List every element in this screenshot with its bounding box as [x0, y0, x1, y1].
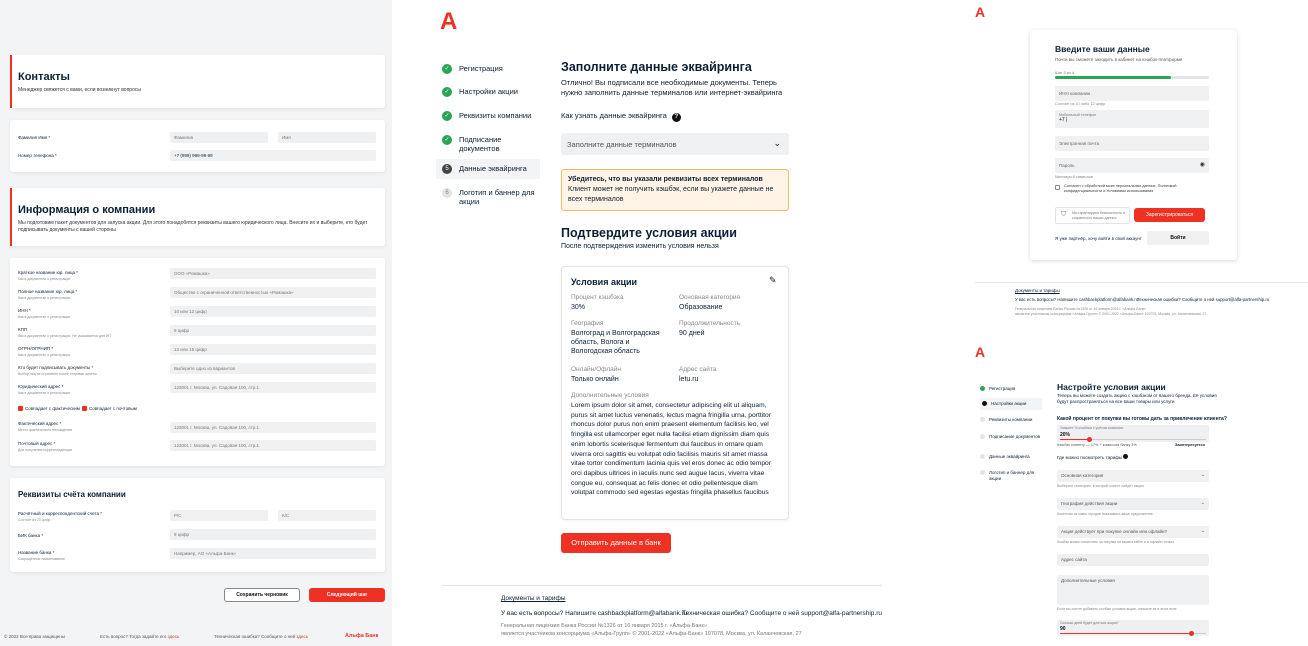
step-number	[980, 454, 985, 459]
fact-address-label: Фактический адрес *	[18, 421, 62, 426]
step-label: Настройки акции	[991, 401, 1027, 406]
geography-hint: Клиентам из каких городов показывать ваше предложение	[1057, 512, 1153, 516]
check-icon: ✓	[442, 64, 452, 74]
check-icon	[980, 386, 985, 391]
password-input[interactable]: Пароль ◉	[1055, 158, 1209, 173]
field-hint: Как в документах о регистрации	[18, 353, 71, 357]
field-input[interactable]: 9 цифр	[170, 325, 376, 336]
site-cell: Адрес сайта letu.ru	[679, 366, 717, 383]
progress-track	[1055, 76, 1209, 79]
cashback-slider-field[interactable]: Укажите % кэшбэка с учётом комиссии 20%	[1057, 425, 1209, 442]
tech-error-text: Техническая ошибка? Сообщите о ней support@alfa-partnership.ru	[682, 610, 882, 617]
have-account-text: Я уже партнёр, хочу войти в свой аккаунт	[1055, 236, 1142, 241]
post-address-input[interactable]: 123001 г. Москва, ул. Садовая 100, стр.1	[170, 440, 376, 451]
field-hint: Как в документах о регистрации. Не указывается для ИП	[18, 334, 111, 338]
help-icon[interactable]	[1123, 454, 1128, 459]
consent-text: Согласен с обработкой моих персональных данных, Политикой конфиденциальности и Условиями использования	[1064, 184, 1177, 193]
acquiring-title: Заполните данные эквайринга	[561, 60, 752, 74]
chevron-down-icon: ⌄	[1200, 500, 1205, 506]
progress-label: Шаг 3 из 4	[1055, 70, 1075, 75]
firstname-input[interactable]: Имя	[278, 132, 376, 143]
extra-conditions-cell: Дополнительные условия Lorem ipsum dolor sit amet, consectetur adipiscing elit ut aliquam, purus sit amet luctus venenatis, lectus magna fringilla urna, porttitor rhoncus dolor purus non enim praesent elementum facilisis leo, vel fringilla est ullamcorper eget nulla facilisi etiam dignissim diam quis enim lobortis scelerisque fermentum dui faucibus in ornare quam viverra orci sagittis eu volutpat odio facilisis mauris sit amet massa vitae tortor condimentum lacinia quis vel eros donec ac odio tempor orci dapibus ultrices in iaculis nunc sed augue lacus, viverra vitae congue eu, consequat ac felis donec et odio pellentesque diam volutpat commodo sed egestas egestas fringilla phasellus faucibus	[571, 392, 771, 497]
signup-card	[1030, 30, 1237, 260]
step-label: Логотип и баннер для акции	[459, 188, 535, 206]
fio-label: Фамилия Имя *	[18, 135, 51, 140]
field-input[interactable]: 123001 г. Москва, ул. Садовая 100, стр.1	[170, 382, 376, 393]
check-icon: ✓	[442, 87, 452, 97]
promo-settings-panel	[975, 340, 1308, 646]
step-item[interactable]	[980, 454, 1045, 460]
field-input[interactable]: Выберите одно из вариантов	[170, 363, 376, 374]
step-number	[980, 470, 985, 475]
warning-banner	[561, 169, 789, 211]
contacts-fields-card	[10, 120, 385, 172]
signup-panel	[975, 0, 1308, 340]
error-link[interactable]: здесь	[296, 634, 309, 639]
field-label: Полное название юр. лица *	[18, 289, 78, 294]
error-text: Техническая ошибка? Сообщите о ней здесь	[214, 634, 309, 639]
bank-name-input[interactable]: Например, АО «Альфа-Банк»	[170, 548, 376, 559]
signup-title: Введите ваши данные	[1055, 44, 1150, 54]
company-subtitle: Мы подготовим пакет документов для запуска акции. Для этого понадобятся реквизиты вашего юридического лица. Внесите их и выберите, кто будет подписывать документы с вашей стороны	[18, 220, 368, 233]
license-line-1: Генеральная лицензия Банка России №1326 от 16 января 2015 г. «Альфа-Банк»	[1015, 307, 1147, 311]
step-number: 6	[442, 188, 452, 198]
bank-title: Реквизиты счёта компании	[18, 490, 126, 499]
acquiring-intro: Отлично! Вы подписали все необходимые документы. Теперь нужно заполнить данные терминалов или интернет-эквайринга	[561, 78, 783, 97]
inn-hint: Состоит из 10 либо 12 цифр	[1055, 102, 1106, 106]
license-line-1: Генеральная лицензия Банка России №1326 от 16 января 2015 г. «Альфа-Банк»	[501, 623, 707, 629]
shield-icon: ⛉	[1061, 211, 1067, 218]
step-item[interactable]	[980, 398, 1042, 410]
step-label: Данные эквайринга	[989, 454, 1030, 459]
help-icon[interactable]: ?	[672, 113, 681, 122]
step-label: Реквизиты компании	[989, 417, 1033, 422]
save-draft-button[interactable]: Сохранить черновик	[224, 588, 300, 602]
field-label: Юридический адрес *	[18, 384, 64, 389]
field-label: КПП	[18, 327, 28, 332]
field-hint: Выбор лиц не ограничен после отправки анкеты	[18, 372, 97, 376]
footer-divider	[442, 585, 882, 586]
step-item[interactable]	[980, 386, 1045, 392]
lastname-input[interactable]: Фамилия	[170, 132, 268, 143]
steps-sidebar	[438, 50, 542, 214]
field-label: ИНН *	[18, 308, 31, 313]
category-cell: Основная категория Образование	[679, 294, 741, 311]
step-item[interactable]	[442, 64, 544, 74]
docs-link[interactable]: Документы и тарифы	[1015, 288, 1060, 293]
bik-input[interactable]: 9 цифр	[170, 529, 376, 540]
chevron-down-icon: ⌄	[773, 138, 781, 148]
conditions-card	[561, 266, 789, 520]
field-input[interactable]: ООО «Ромашка»	[170, 268, 376, 279]
days-slider-field[interactable]: Сколько дней будет длиться акция? 90	[1057, 620, 1209, 636]
mobile-input[interactable]: Мобильный телефон +7 |	[1055, 110, 1209, 128]
duration-cell: Продолжительность 90 дней	[679, 320, 741, 337]
contacts-header-card	[10, 55, 385, 108]
company-fields-card	[10, 258, 385, 466]
rs-input[interactable]: Р/С	[170, 510, 268, 521]
footer-divider	[975, 282, 1308, 283]
step-item[interactable]	[442, 188, 544, 206]
bank-name-hint: Сокращённое наименование	[18, 557, 66, 561]
docs-link[interactable]: Документы и тарифы	[501, 595, 566, 602]
secure-badge: ⛉ Мы гарантируем безопасность и сохранность ваших данных	[1055, 207, 1130, 224]
step-item[interactable]	[980, 470, 1045, 481]
check-icon: ✓	[442, 135, 452, 145]
company-header-card	[10, 188, 385, 246]
phone-input[interactable]: +7 (999) 999-99-99	[170, 150, 376, 161]
conditions-title: Условия акции	[571, 277, 638, 287]
same-as-postal-checkbox[interactable]: Совпадает с почтовым	[82, 406, 137, 411]
field-input[interactable]: Общество с ограниченной ответственностью «Ромашка»	[170, 287, 376, 298]
same-as-actual-checkbox[interactable]: Совпадает с фактическим	[18, 406, 80, 411]
step-label: Регистрация	[989, 386, 1016, 391]
step-item[interactable]	[442, 87, 544, 97]
bik-label: БИК банка *	[18, 533, 44, 538]
field-input[interactable]: 13 или 15 цифр	[170, 344, 376, 355]
step-label: Логотип и баннер для акции	[989, 470, 1035, 481]
online-hint: Кэшбэк можно начислять за покупки на вашем сайте и в офлайн-точках	[1057, 540, 1175, 544]
copyright: © 2022 Все права защищены	[4, 634, 66, 639]
step-item[interactable]	[980, 434, 1045, 440]
steps-sidebar	[975, 382, 1050, 532]
field-label: Краткое название юр. лица *	[18, 270, 79, 275]
account-hint: Состоит из 20 цифр	[18, 518, 51, 522]
brand-logo: Альфа Банк	[345, 633, 379, 639]
register-button[interactable]: Зарегистрироваться	[1134, 208, 1205, 222]
company-title: Информация о компании	[18, 204, 156, 216]
fact-address-input[interactable]: 123001 г. Москва, ул. Садовая 100, стр.1	[170, 422, 376, 433]
account-label: Расчётный и корреспондентский счета *	[18, 511, 102, 516]
confirm-subtitle: После подтверждения изменить условия нельзя	[561, 243, 719, 250]
online-cell: Онлайн/Офлайн Только онлайн	[571, 366, 621, 383]
site-input[interactable]: Адрес сайта	[1057, 554, 1209, 566]
step-number	[980, 417, 985, 422]
ks-input[interactable]: К/С	[278, 510, 376, 521]
fee-text: Кэшбэк клиенту — 17% + комиссия банку 3%	[1057, 443, 1137, 447]
geography-select[interactable]: География действия акции ⌄	[1057, 498, 1209, 510]
warning-text: Клиент может не получить кэшбэк, если вы укажете данные не всех терминалов	[568, 186, 774, 203]
step-item[interactable]	[442, 135, 544, 153]
questions-text: У вас есть вопросы? Напишите cashbackplatform@alfabank.ru	[1015, 297, 1139, 302]
step-item[interactable]	[980, 417, 1045, 423]
progress-fill	[1055, 76, 1171, 79]
contacts-title: Контакты	[18, 71, 70, 83]
email-input[interactable]: Электронная почта	[1055, 136, 1209, 151]
step-label: Регистрация	[459, 64, 503, 73]
send-to-bank-button[interactable]: Отправить данные в банк	[561, 533, 671, 553]
step-item[interactable]	[436, 159, 540, 179]
license-line-2: является участником консорциума «Альфа-Групп» © 2001-2022 «Альфа-Банк» 107078, Москва, ул. Каланчевская, 27	[1015, 312, 1207, 316]
post-address-label: Почтовый адрес *	[18, 441, 56, 446]
confirm-title: Подтвердите условия акции	[561, 226, 737, 240]
phone-label: Номер телефона *	[18, 153, 57, 158]
next-step-button[interactable]: Следующий шаг	[309, 588, 385, 602]
accent-bar	[10, 188, 12, 246]
warning-title: Убедитесь, что вы указали реквизиты всех терминалов	[568, 176, 763, 183]
registration-form-panel	[0, 0, 392, 646]
acquiring-panel	[410, 0, 922, 646]
extra-hint: Если вы хотите добавить особые условия акции, опишите их в этом поле	[1057, 607, 1177, 611]
field-hint: Как в документах о регистрации	[18, 391, 71, 395]
fee-link[interactable]: Заинтересуется	[1175, 443, 1205, 447]
step-label: Подписание документов	[989, 434, 1041, 439]
field-input[interactable]: 10 или 12 цифр	[170, 306, 376, 317]
field-hint: Как в документах о регистрации	[18, 296, 71, 300]
cashback-cell: Процент кэшбэка 30%	[571, 294, 624, 311]
fact-address-hint: Место фактического нахождения	[18, 428, 72, 432]
bank-card	[10, 478, 385, 572]
check-icon: ✓	[442, 111, 452, 121]
tariffs-link[interactable]: Где можно посмотреть тарифы	[1057, 454, 1128, 460]
step-number: 5	[442, 164, 452, 174]
login-button[interactable]: Войти	[1147, 231, 1209, 245]
step-label: Реквизиты компании	[459, 111, 532, 120]
post-address-hint: Для получения корреспонденции	[18, 448, 73, 452]
category-select[interactable]: Основная категория ⌄	[1057, 470, 1209, 482]
bank-name-label: Название банка *	[18, 550, 55, 555]
p1-footer	[0, 625, 392, 646]
question-text: Есть вопрос? Тогда задайте его здесь	[100, 634, 180, 639]
settings-subtitle: Теперь вы можете создать акцию с кэшбэком от вашего бренда. Её условия будут распространяться на все ваши товары или услуги	[1057, 393, 1217, 404]
online-select[interactable]: Акция действует при покупке онлайн или офлайн? ⌄	[1057, 526, 1209, 538]
accent-bar	[10, 55, 12, 108]
chevron-down-icon: ⌄	[1200, 472, 1205, 478]
field-hint: Как в документах о регистрации	[18, 277, 71, 281]
tech-error-text: Техническая ошибка? Сообщите о ней support@alfa-partnership.ru	[1137, 297, 1270, 302]
field-hint: Как в документах о регистрации	[18, 315, 71, 319]
geography-cell: География Волгоград и Волгоградская область, Волога и Вологодская область	[571, 320, 660, 355]
step-number	[980, 434, 985, 439]
settings-title: Настройте условия акции	[1057, 382, 1166, 392]
question-link[interactable]: здесь	[167, 634, 180, 639]
field-label: ОГРН/ОГРНИП *	[18, 346, 54, 351]
terminals-select[interactable]: Заполните данные терминалов ⌄	[561, 133, 789, 155]
contacts-subtitle: Менеджер свяжется с вами, если возникнут вопросы	[18, 87, 141, 93]
chevron-down-icon: ⌄	[1200, 528, 1205, 534]
step-number	[982, 401, 987, 406]
signup-subtitle: Почти вы сможете заходить в кабинет на кэшбэк-платформе	[1055, 57, 1183, 62]
eye-icon[interactable]: ◉	[1199, 162, 1205, 168]
alfa-logo-icon[interactable]: А	[975, 4, 986, 20]
questions-text: У вас есть вопросы? Напишите cashbackplatform@alfabank.ru	[501, 610, 688, 617]
step-label: Подписание документов	[459, 135, 502, 153]
alfa-logo-icon[interactable]: А	[975, 344, 986, 360]
password-hint: Минимум 8 символов	[1055, 175, 1093, 179]
step-item[interactable]	[442, 111, 544, 121]
edit-pencil-icon[interactable]: ✎	[769, 275, 777, 285]
cashback-question: Какой процент от покупки вы готовы дать за привлечение клиента?	[1057, 416, 1227, 422]
inn-input[interactable]: ИНН компании	[1055, 86, 1209, 101]
how-to-find-link[interactable]: Как узнать данные эквайринга ?	[561, 111, 681, 122]
license-line-2: является участником консорциума «Альфа-Групп» © 2001-2022 «Альфа-Банк» 107078, Москва, ул. Каланчевская, 27	[501, 631, 802, 637]
category-hint: Выберите категорию, в которой клиент найдёт акцию	[1057, 484, 1144, 488]
alfa-logo-icon[interactable]: А	[440, 8, 458, 35]
step-label: Данные эквайринга	[459, 164, 527, 173]
field-label: Кто будет подписывать документы *	[18, 365, 94, 370]
extra-conditions-input[interactable]: Дополнительные условия	[1057, 575, 1209, 605]
consent-checkbox[interactable]	[1055, 185, 1060, 190]
step-label: Настройки акции	[459, 87, 518, 96]
